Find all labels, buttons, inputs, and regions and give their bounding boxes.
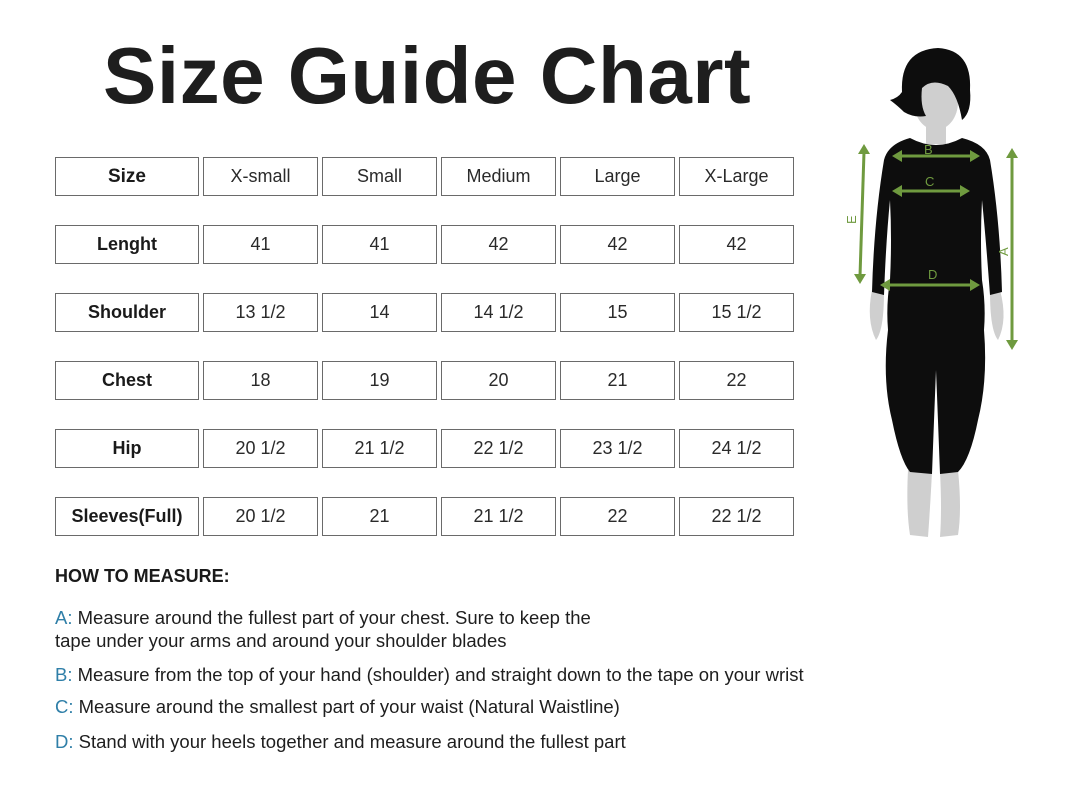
table-cell: 22 — [560, 497, 675, 536]
table-header-medium: Medium — [441, 157, 556, 196]
step-b — [55, 663, 804, 686]
table-cell: 22 1/2 — [441, 429, 556, 468]
table-cell: 19 — [322, 361, 437, 400]
table-header-large: Large — [560, 157, 675, 196]
table-cell: 41 — [203, 225, 318, 264]
measurement-figure — [840, 40, 1060, 550]
table-header-small: Small — [322, 157, 437, 196]
body-silhouette — [870, 48, 1004, 537]
table-cell: 23 1/2 — [560, 429, 675, 468]
table-header-x-large: X-Large — [679, 157, 794, 196]
page-title: Size Guide Chart — [103, 31, 752, 120]
table-cell: 22 1/2 — [679, 497, 794, 536]
table-cell: 15 — [560, 293, 675, 332]
row-label-shoulder: Shoulder — [55, 293, 199, 332]
table-cell: 18 — [203, 361, 318, 400]
step-key: A: — [55, 607, 73, 628]
label-a: A — [996, 247, 1011, 256]
step-d — [55, 730, 626, 753]
table-cell: 21 — [560, 361, 675, 400]
step-text: Measure around the smallest part of your waist (Natural Waistline) — [73, 696, 620, 717]
table-cell: 42 — [441, 225, 556, 264]
table-cell: 21 1/2 — [322, 429, 437, 468]
table-cell: 24 1/2 — [679, 429, 794, 468]
table-cell: 20 — [441, 361, 556, 400]
step-key: D: — [55, 731, 74, 752]
step-text: Measure from the top of your hand (shoulder) and straight down to the tape on your wrist — [72, 664, 804, 685]
table-cell: 20 1/2 — [203, 429, 318, 468]
table-header-x-small: X-small — [203, 157, 318, 196]
table-cell: 20 1/2 — [203, 497, 318, 536]
table-cell: 42 — [679, 225, 794, 264]
table-cell: 42 — [560, 225, 675, 264]
step-a — [55, 606, 591, 652]
label-d: D — [928, 267, 938, 282]
how-to-measure-heading: HOW TO MEASURE: — [55, 566, 230, 586]
table-cell: 21 — [322, 497, 437, 536]
table-cell: 14 1/2 — [441, 293, 556, 332]
step-text-continued: tape under your arms and around your shoulder blades — [55, 630, 507, 651]
table-cell: 41 — [322, 225, 437, 264]
step-c — [55, 695, 620, 718]
label-c: C — [925, 174, 935, 189]
table-cell: 15 1/2 — [679, 293, 794, 332]
row-label-sleeves: Sleeves(Full) — [55, 497, 199, 536]
table-cell: 22 — [679, 361, 794, 400]
step-key: B: — [55, 664, 73, 685]
label-b: B — [924, 142, 933, 157]
step-text: Stand with your heels together and measure around the fullest part — [73, 731, 626, 752]
table-cell: 14 — [322, 293, 437, 332]
row-label-length: Lenght — [55, 225, 199, 264]
size-table — [55, 157, 794, 536]
table-cell: 13 1/2 — [203, 293, 318, 332]
table-header-size: Size — [55, 157, 199, 196]
row-label-chest: Chest — [55, 361, 199, 400]
step-text: Measure around the fullest part of your chest. Sure to keep the — [72, 607, 591, 628]
step-key: C: — [55, 696, 74, 717]
table-cell: 21 1/2 — [441, 497, 556, 536]
label-e: E — [844, 215, 859, 224]
row-label-hip: Hip — [55, 429, 199, 468]
